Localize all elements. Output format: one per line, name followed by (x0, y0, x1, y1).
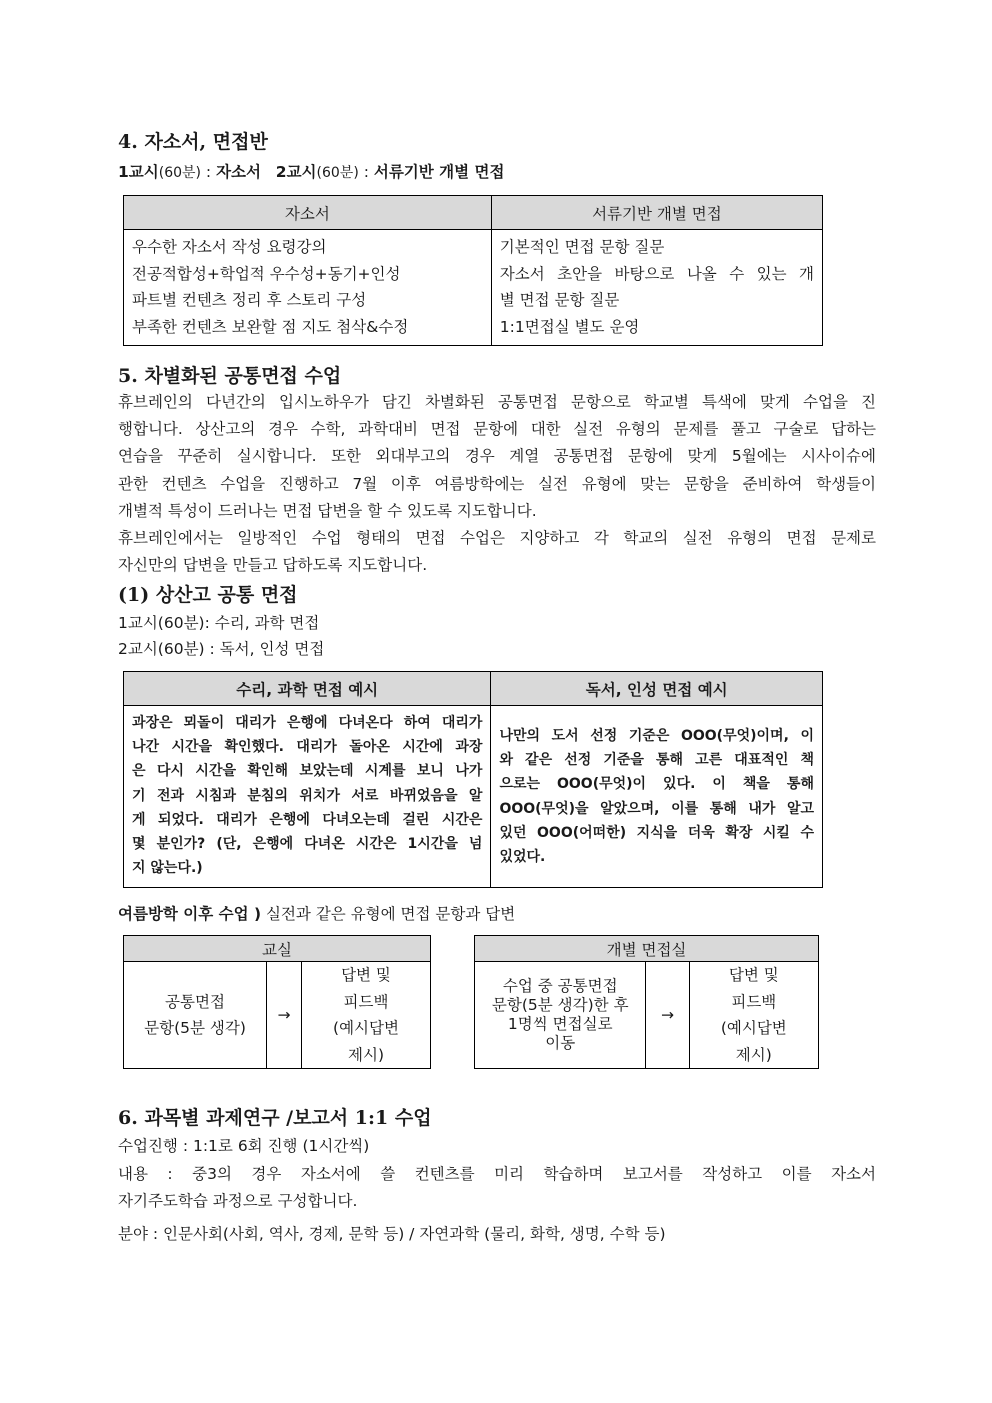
cell-lines: 우수한 자소서 작성 요령강의 전공적합성+학업적 우수성+동기+인성 파트별 컨텐츠 정리 후 스토리 구성 부족한 컨텐츠 보완할 점 지도 첨삭&수정 (132, 238, 409, 336)
section4-title: 4. 자소서, 면접반 (118, 131, 268, 153)
math-science-example: 과장은 뫼돌이 대리가 은행에 다녀온다 하여 대리가 나간 시간을 확인했다. 대리가 돌아온 시간에 과장 은 다시 시간을 확인해 보았는데 시계를 보니 나가 기 전과 시침과 분침의 위치가 서로 바뀌었음을 알 게 되었다. 대리가 은행에 다녀오는데 걸린 시간은 몇 분인가? (단, 은행에 다녀온 시간은 1시간을 넘 지 않는다.) (132, 715, 483, 877)
section5-paragraph: 휴브레인의 다년간의 입시노하우가 담긴 차별화된 공통면접 문항으로 학교별 특색에 맞게 수업을 진 행합니다. 상산고의 경우 수학, 과학대비 면접 문항에 대한 실전 유형의 문제를 풀고 구술로 답하는 연습을 꾸준히 실시합니다. 또한 외대부고의 경우 계열 공통면접 문항에 맞게 5월에는 시사이슈에 관한 컨텐츠 수업을 진행하고 7월 이후 여름방학에는 실전 유형에 맞는 문항을 준비하여 학생들이 개별적 특성이 드러나는 면접 답변을 할 수 있도록 지도합니다. 휴브레인에서는 일방적인 수업 형태의 면접 수업은 지양하고 각 학교의 실전 유형의 면접 문제로 자신만의 답변을 만들고 답하도록 지도합니다. (118, 393, 876, 575)
section4-subtitle: 1교시(60분) : 자소서 2교시(60분) : 서류기반 개별 면접 (118, 163, 505, 181)
table-cell (491, 230, 822, 346)
table-cell (124, 706, 491, 888)
table-header: 자소서 (124, 196, 492, 230)
table-header: 개별 면접실 (475, 936, 819, 962)
table-cell (491, 706, 823, 888)
arrow-right-icon: → (267, 962, 302, 1069)
table-cell (124, 230, 492, 346)
period1-text: 1교시(60분): 수리, 과학 면접 (118, 614, 320, 632)
flow-step: 답변 및 피드백 (예시답변 제시) (302, 962, 431, 1069)
interview-room-flow-table (474, 935, 819, 1069)
table-header: 서류기반 개별 면접 (491, 196, 822, 230)
section6-title: 6. 과목별 과제연구 /보고서 1:1 수업 (118, 1107, 432, 1129)
flow-step: 수업 중 공통면접 문항(5분 생각)한 후 1명씩 면접실로 이동 (475, 962, 646, 1069)
jasoseo-interview-table (123, 195, 823, 346)
sangsan-subtitle: (1) 상산고 공통 면접 (118, 584, 298, 606)
field-line: 분야 : 인문사회(사회, 역사, 경제, 문학 등) / 자연과학 (물리, 화학, 생명, 수학 등) (118, 1225, 666, 1243)
classroom-flow-table (123, 935, 431, 1069)
content-paragraph: 내용 : 중3의 경우 자소서에 쓸 컨텐츠를 미리 학습하며 보고서를 작성하고 이를 자소서 자기주도학습 과정으로 구성합니다. (118, 1165, 876, 1211)
summer-class-line: 여름방학 이후 수업 ) 실전과 같은 유형에 면접 문항과 답변 (118, 905, 516, 923)
cell-lines: 기본적인 면접 문항 질문 자소서 초안을 바탕으로 나올 수 있는 개 별 면접 문항 질문 1:1면접실 별도 운영 (499, 238, 814, 336)
flow-step: 답변 및 피드백 (예시답변 제시) (689, 962, 818, 1069)
period2-text: 2교시(60분) : 독서, 인성 면접 (118, 640, 325, 658)
arrow-right-icon: → (646, 962, 689, 1069)
table-header: 독서, 인성 면접 예시 (491, 672, 823, 706)
section5-title: 5. 차별화된 공통면접 수업 (118, 365, 342, 387)
flow-step: 공통면접 문항(5분 생각) (124, 962, 267, 1069)
interview-example-table (123, 671, 823, 888)
class-progress-line: 수업진행 : 1:1로 6회 진행 (1시간씩) (118, 1137, 370, 1155)
reading-character-example: 나만의 도서 선정 기준은 OOO(무엇)이며, 이 와 같은 선정 기준을 통해 고른 대표적인 책 으로는 OOO(무엇)이 있다. 이 책을 통해 OOO(무엇)을 알았으며, 이를 통해 내가 알고 있던 OOO(어떠한) 지식을 더욱 확장 시킬 수 있었다. (499, 727, 814, 865)
table-header: 수리, 과학 면접 예시 (124, 672, 491, 706)
table-header: 교실 (124, 936, 431, 962)
